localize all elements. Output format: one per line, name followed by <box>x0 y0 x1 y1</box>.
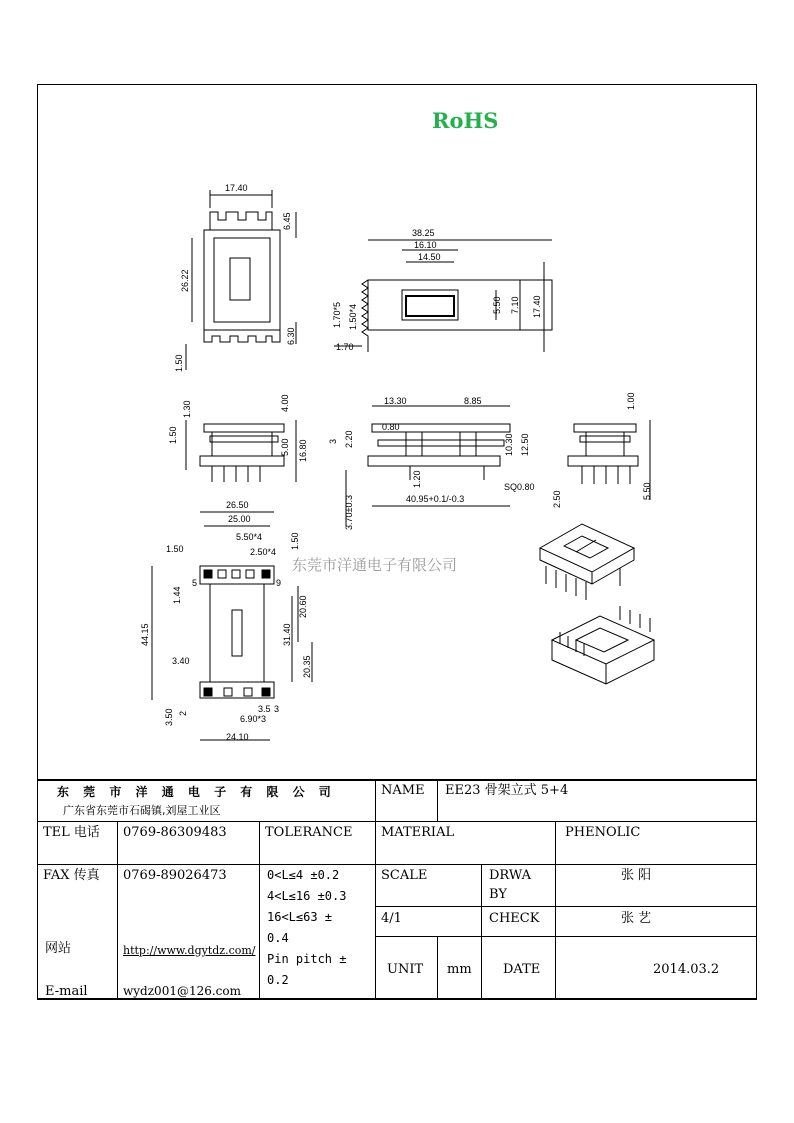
dim-label: 17.40 <box>225 183 248 193</box>
drawn-by-value: 张 阳 <box>621 868 652 883</box>
bottom-view-labels <box>140 500 312 742</box>
tolerance-line: 16<L≤63 ± <box>267 910 333 924</box>
tolerance-line: Pin pitch ± <box>267 952 347 966</box>
company-name: 东 莞 市 洋 通 电 子 有 限 公 司 <box>57 785 336 799</box>
dim-label: 13.30 <box>384 396 407 406</box>
email-value: wydz001@126.com <box>123 984 242 998</box>
dim-label: 3 <box>274 704 280 714</box>
dim-label: 1.30 <box>182 400 192 418</box>
dim-label: 9 <box>276 578 282 588</box>
tolerance-line: 0.2 <box>267 973 289 987</box>
check-label: CHECK <box>489 911 540 926</box>
dim-label: 4.00 <box>280 394 290 412</box>
dim-label: 5.50*4 <box>236 532 263 542</box>
email-label: E-mail <box>45 984 88 999</box>
front-view-right <box>568 420 650 500</box>
dim-label: 14.50 <box>418 252 441 262</box>
title-block <box>37 779 757 999</box>
fax-value: 0769-89026473 <box>123 868 227 883</box>
isometric-view-bottom <box>552 606 654 684</box>
dim-label: 5.50 <box>492 296 502 314</box>
dim-label: 5.50 <box>642 482 652 500</box>
dim-label: 3 <box>328 438 338 444</box>
unit-label: UNIT <box>387 962 424 977</box>
name-value: EE23 骨架立式 5+4 <box>445 783 569 798</box>
dim-label: 1.50 <box>168 426 178 444</box>
dim-label: 6.90*3 <box>240 714 267 724</box>
dim-label: 0.80 <box>382 422 400 432</box>
name-label: NAME <box>381 783 425 798</box>
dim-label: 8.85 <box>464 396 482 406</box>
scale-label: SCALE <box>381 868 428 883</box>
dim-label: 16.80 <box>298 439 308 462</box>
front-view-right-labels <box>552 392 652 508</box>
dim-label: 3.40 <box>172 656 190 666</box>
dim-label: 24.10 <box>226 732 249 742</box>
dim-label: 31.40 <box>282 623 292 646</box>
dim-label: SQ0.80 <box>504 482 535 492</box>
dim-label: 1.50 <box>290 532 300 550</box>
material-label: MATERIAL <box>381 825 455 840</box>
dim-label: 20.35 <box>302 655 312 678</box>
date-value: 2014.03.2 <box>653 962 720 977</box>
dim-label: 16.10 <box>414 240 437 250</box>
dim-label: 1.70 <box>336 342 354 352</box>
website-link[interactable]: http://www.dgytdz.com/ <box>123 944 256 957</box>
dim-label: 3.5 <box>258 704 271 714</box>
dim-label: 1.70*5 <box>332 301 342 328</box>
front-view-middle-labels <box>328 396 535 530</box>
dim-label: 6.30 <box>286 327 296 345</box>
dim-label: 1.20 <box>412 470 422 488</box>
material-value: PHENOLIC <box>565 825 641 840</box>
company-address: 广东省东莞市石碣镇,刘屋工业区 <box>63 804 221 817</box>
check-value: 张 艺 <box>621 911 652 926</box>
dim-label: 5 <box>192 578 198 588</box>
dim-label: 17.40 <box>532 295 542 318</box>
watermark-text: 东莞市洋通电子有限公司 <box>292 556 458 574</box>
dim-label: 1.00 <box>626 392 636 410</box>
dim-label: 26.22 <box>180 269 190 292</box>
tolerance-spec <box>267 865 375 991</box>
date-label: DATE <box>503 962 541 977</box>
side-view <box>334 240 552 352</box>
dim-label: 3.70±0.3 <box>344 495 354 530</box>
dim-label: 40.95+0.1/-0.3 <box>406 494 465 504</box>
dim-label: 25.00 <box>228 514 251 524</box>
isometric-view-top <box>540 524 634 600</box>
dim-label: 2 <box>178 710 188 716</box>
tolerance-line: 0.4 <box>267 931 289 945</box>
dim-label: 10.30 <box>504 433 514 456</box>
dim-label: 44.15 <box>140 623 150 646</box>
tel-value: 0769-86309483 <box>123 825 227 840</box>
dim-label: 26.50 <box>226 500 249 510</box>
dim-label: 1.44 <box>172 586 182 604</box>
tolerance-line: 4<L≤16 ±0.3 <box>267 889 347 903</box>
dim-label: 6.45 <box>282 212 292 230</box>
dim-label: 2.20 <box>344 430 354 448</box>
dim-label: 1.50*4 <box>348 303 358 330</box>
dim-label: 1.50 <box>166 544 184 554</box>
dim-label: 2.50 <box>552 490 562 508</box>
dim-label: 5.00 <box>280 438 290 456</box>
dim-label: 12.50 <box>520 433 530 456</box>
dim-label: 20.60 <box>298 595 308 618</box>
front-view-middle <box>346 406 510 526</box>
drawn-by-label: DRWA BY <box>489 868 532 902</box>
dim-label: 3.50 <box>164 708 174 726</box>
website-label: 网站 <box>45 941 72 956</box>
dim-label: 7.10 <box>510 296 520 314</box>
scale-value: 4/1 <box>381 911 402 926</box>
tolerance-line: 0<L≤4 ±0.2 <box>267 868 340 882</box>
tolerance-label: TOLERANCE <box>265 825 353 840</box>
dim-label: 1.50 <box>174 354 184 372</box>
top-view <box>186 190 296 370</box>
dim-label: 2.50*4 <box>250 547 277 557</box>
front-view-left-labels <box>168 394 308 462</box>
unit-value: mm <box>447 962 472 977</box>
tel-label: TEL 电话 <box>43 825 100 840</box>
rohs-mark: RoHS <box>432 108 499 133</box>
fax-label: FAX 传真 <box>43 868 100 883</box>
dim-label: 38.25 <box>412 228 435 238</box>
